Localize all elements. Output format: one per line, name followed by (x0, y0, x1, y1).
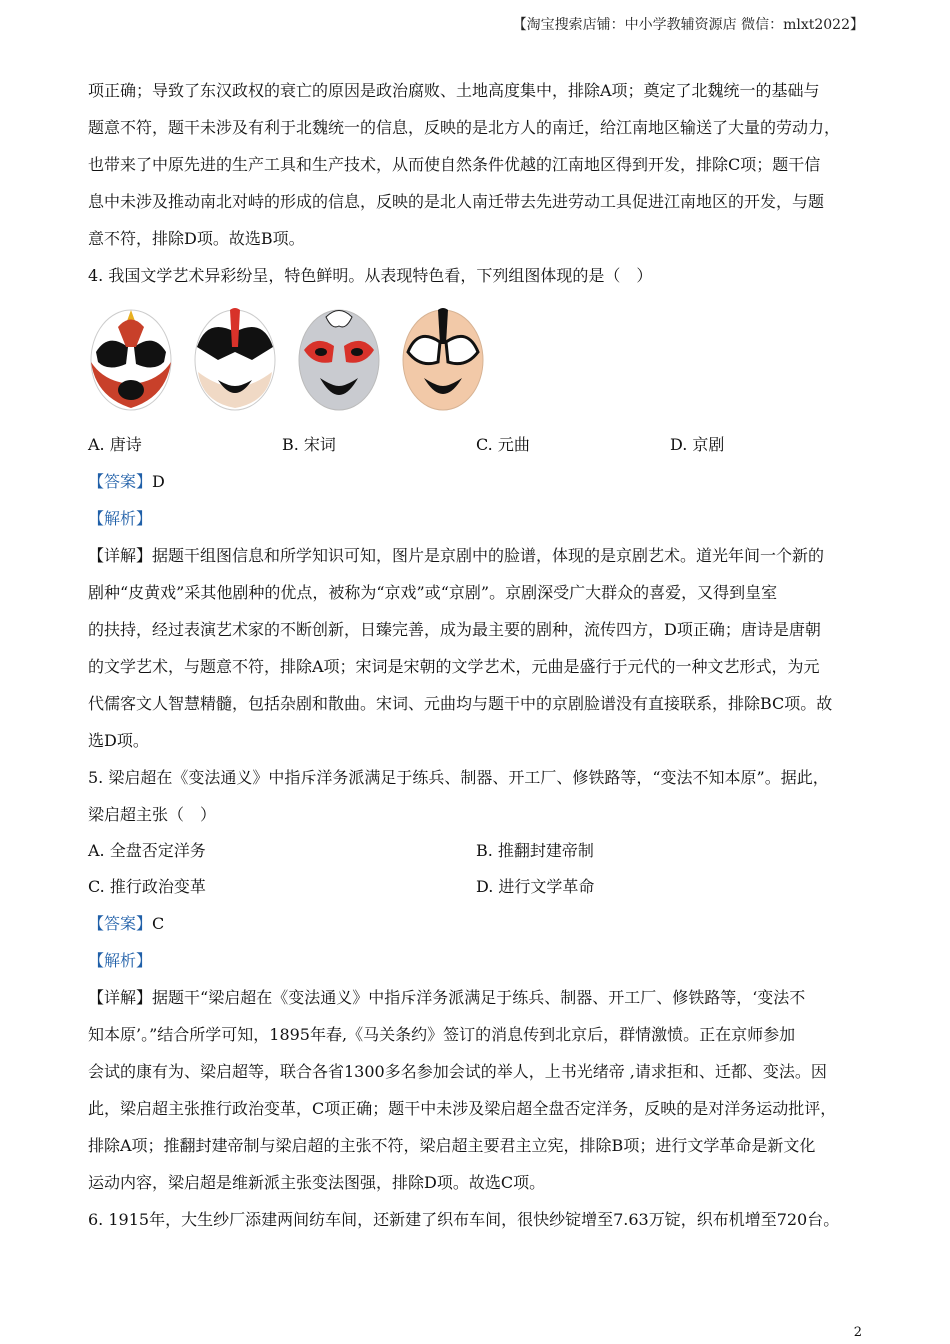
q6-stem: 6. 1915年，大生纱厂添建两间纺车间，还新建了织布车间，很快纱锭增至7.63万锭，织布机增至720台。 (88, 1210, 840, 1229)
q5-stem-line: 梁启超主张（ ） (88, 805, 217, 824)
q5-option-a: A. 全盘否定洋务 (88, 841, 206, 860)
detail-text: 据题干“梁启超在《变法通义》中指斥洋务派满足于练兵、制器、开工厂、修铁路等，‘变法不 (152, 988, 806, 1007)
q5-detail-line (88, 979, 868, 1016)
q4-detail-line: 剧种“皮黄戏”采其他剧种的优点，被称为“京戏”或“京剧”。京剧深受广大群众的喜爱，又得到皇室 (88, 583, 778, 602)
q4-detail-line: 的文学艺术，与题意不符，排除A项；宋词是宋朝的文学艺术，元曲是盛行于元代的一种文艺形式，为元 (88, 657, 820, 676)
q4-options (88, 426, 868, 463)
q5-options-row (88, 869, 868, 905)
analysis-tag: 【解析】 (88, 509, 153, 528)
q4-detail-line (88, 537, 868, 574)
q4-answer (88, 463, 868, 500)
store-header-note: 【淘宝搜索店铺：中小学教辅资源店 微信：mlxt2022】 (512, 17, 864, 33)
q5-answer (88, 905, 868, 942)
q3-analysis-line: 也带来了中原先进的生产工具和生产技术，从而使自然条件优越的江南地区得到开发，排除C项；题干信 (88, 155, 821, 174)
q4-detail-line: 代儒客文人智慧精髓，包括杂剧和散曲。宋词、元曲均与题干中的京剧脸谱没有直接联系，排除BC项。故 (88, 694, 833, 713)
opera-mask-image (296, 302, 382, 412)
opera-masks-figure (88, 302, 868, 414)
q5-option-d: D. 进行文学革命 (476, 877, 595, 896)
q4-detail-line: 选D项。 (88, 731, 149, 750)
q5-detail-line: 运动内容，梁启超是维新派主张变法图强，排除D项。故选C项。 (88, 1173, 546, 1192)
q4-option-a: A. 唐诗 (88, 435, 142, 454)
page-number: 2 (853, 1325, 862, 1340)
q3-analysis-line: 题意不符，题干未涉及有利于北魏统一的信息，反映的是北方人的南迁，给江南地区输送了大量的劳动力， (88, 118, 841, 137)
opera-mask-image (400, 302, 486, 412)
answer-value: C (152, 914, 165, 933)
q5-option-c: C. 推行政治变革 (88, 877, 206, 896)
page-content (88, 72, 868, 1238)
answer-tag: 【答案】 (88, 472, 153, 491)
q3-analysis-line: 项正确；导致了东汉政权的衰亡的原因是政治腐败、土地高度集中，排除A项；奠定了北魏统一的基础与 (88, 81, 820, 100)
q5-detail-line: 此，梁启超主张推行政治变革，C项正确；题干中未涉及梁启超全盘否定洋务，反映的是对洋务运动批评， (88, 1099, 837, 1118)
opera-mask-image (192, 302, 278, 412)
opera-mask-image (88, 302, 174, 412)
q4-option-d: D. 京剧 (670, 435, 725, 454)
q4-option-b: B. 宋词 (282, 435, 336, 454)
q3-analysis-line: 息中未涉及推动南北对峙的形成的信息，反映的是北人南迁带去先进劳动工具促进江南地区的开发，与题 (88, 192, 825, 211)
q4-option-c: C. 元曲 (476, 435, 530, 454)
q5-stem-line: 5. 梁启超在《变法通义》中指斥洋务派满足于练兵、制器、开工厂、修铁路等，“变法不知本原”。据此， (88, 768, 829, 787)
q4-analysis-heading (88, 500, 868, 537)
detail-tag: 【详解】 (88, 546, 153, 565)
analysis-tag: 【解析】 (88, 951, 153, 970)
q5-detail-line: 会试的康有为、梁启超等，联合各省1300多名参加会试的举人，上书光绪帝 ,请求拒和、迁都、变法。因 (88, 1062, 827, 1081)
detail-tag: 【详解】 (88, 988, 153, 1007)
q4-detail-line: 的扶持，经过表演艺术家的不断创新，日臻完善，成为最主要的剧种，流传四方，D项正确；唐诗是唐朝 (88, 620, 821, 639)
q3-analysis-line: 意不符，排除D项。故选B项。 (88, 229, 305, 248)
answer-tag: 【答案】 (88, 914, 153, 933)
detail-text: 据题干组图信息和所学知识可知，图片是京剧中的脸谱，体现的是京剧艺术。道光年间一个新的 (152, 546, 825, 565)
q5-option-b: B. 推翻封建帝制 (476, 841, 594, 860)
answer-value: D (152, 472, 165, 491)
q5-detail-line: 排除A项；推翻封建帝制与梁启超的主张不符，梁启超主要君主立宪，排除B项；进行文学革命是新文化 (88, 1136, 816, 1155)
q4-stem: 4. 我国文学艺术异彩纷呈，特色鲜明。从表现特色看，下列组图体现的是（ ） (88, 266, 653, 285)
q5-detail-line: 知本原’。”结合所学可知，1895年春,《马关条约》签订的消息传到北京后，群情激愤。正在京师参加 (88, 1025, 796, 1044)
q5-options-row (88, 833, 868, 869)
q5-analysis-heading (88, 942, 868, 979)
